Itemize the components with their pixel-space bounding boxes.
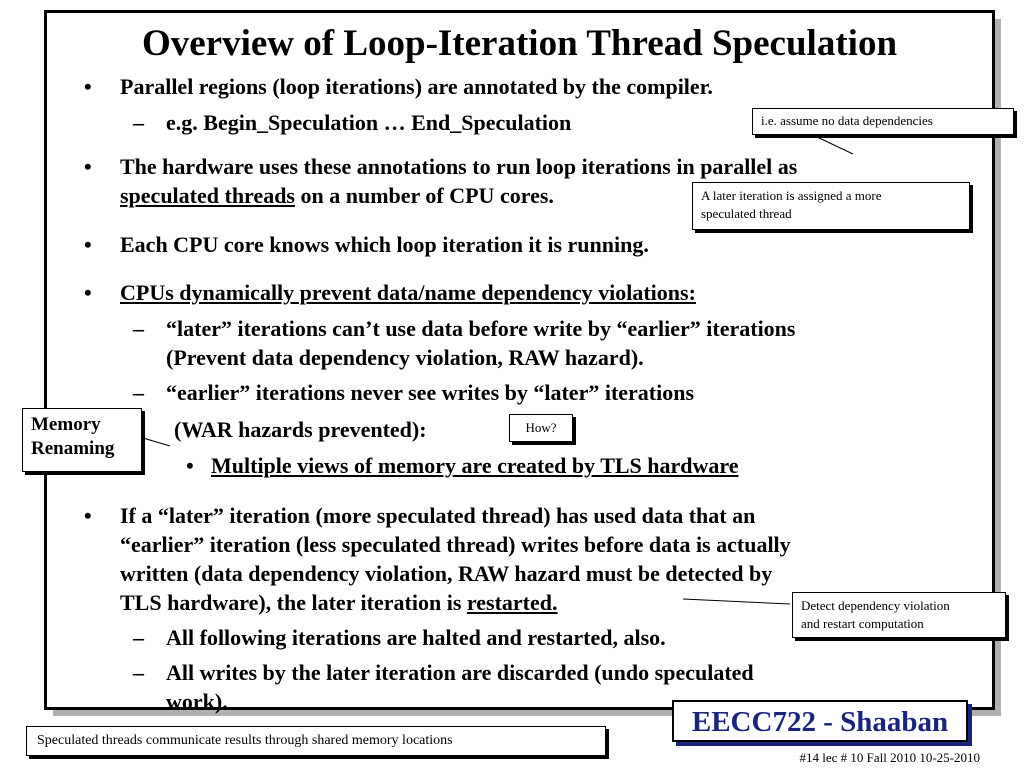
bullet-5-sub-2-line-1: All writes by the later iteration are discarded (undo speculated <box>166 660 754 685</box>
bullet-marker: • <box>84 503 92 528</box>
bullet-5-line-2: “earlier” iteration (less speculated thread) writes before data is actually <box>120 532 791 557</box>
callout-later-iteration-line-2: speculated thread <box>701 206 792 221</box>
bullet-5-line-1: If a “later” iteration (more speculated thread) has used data that an <box>120 503 756 528</box>
callout-memory-renaming <box>22 408 142 472</box>
bullet-1: Parallel regions (loop iterations) are annotated by the compiler. <box>120 74 713 99</box>
dash-marker: – <box>133 316 144 341</box>
callout-detect-line-2: and restart computation <box>801 616 924 631</box>
restarted-text: restarted. <box>466 590 558 615</box>
bullet-marker: • <box>84 74 92 99</box>
dash-marker: – <box>133 110 144 135</box>
bullet-2-line-1: The hardware uses these annotations to run loop iterations in parallel as <box>120 154 798 179</box>
bullet-1-sub: e.g. Begin_Speculation … End_Speculation <box>166 110 572 135</box>
bullet-marker: • <box>84 232 92 257</box>
callout-memory-renaming-line-2: Renaming <box>31 438 115 459</box>
bullet-4: CPUs dynamically prevent data/name dependency violations: <box>120 280 696 305</box>
callout-no-dependencies: i.e. assume no data dependencies <box>752 108 1014 135</box>
bullet-4-sub-2-line-1: “earlier” iterations never see writes by “later” iterations <box>166 380 695 405</box>
bullet-4-sub-2-line-2: (WAR hazards prevented): <box>174 417 427 442</box>
dash-marker: – <box>133 380 144 405</box>
bullet-2-line-2-rest: on a number of CPU cores. <box>295 183 554 208</box>
callout-detect-violation <box>792 592 1006 638</box>
bullet-5-line-4 <box>120 588 558 617</box>
callout-memory-renaming-line-1: Memory <box>31 414 101 435</box>
bullet-5-line-4-text: TLS hardware), the later iteration is <box>120 590 467 615</box>
speculated-threads-text: speculated threads <box>120 183 295 208</box>
callout-detect-line-1: Detect dependency violation <box>801 598 950 613</box>
bullet-4-subsub: Multiple views of memory are created by TLS hardware <box>211 453 739 478</box>
callout-shared-memory: Speculated threads communicate results through shared memory locations <box>26 726 606 756</box>
callout-later-iteration <box>692 182 970 230</box>
bullet-3: Each CPU core knows which loop iteration it is running. <box>120 232 649 257</box>
bullet-5-sub-2-line-2: work). <box>166 689 228 714</box>
course-brand: EECC722 - Shaaban <box>672 700 968 742</box>
bullet-4-sub-1-line-2: (Prevent data dependency violation, RAW hazard). <box>166 345 644 370</box>
bullet-5-sub-1: All following iterations are halted and restarted, also. <box>166 625 666 650</box>
bullet-5-line-3: written (data dependency violation, RAW hazard must be detected by <box>120 561 773 586</box>
slide-footer: #14 lec # 10 Fall 2010 10-25-2010 <box>799 750 980 765</box>
bullet-marker: • <box>84 280 92 305</box>
callout-later-iteration-line-1: A later iteration is assigned a more <box>701 188 882 203</box>
callout-how: How? <box>509 414 573 442</box>
dash-marker: – <box>133 625 144 650</box>
bullet-marker: • <box>186 453 194 478</box>
bullet-marker: • <box>84 154 92 179</box>
dash-marker: – <box>133 660 144 685</box>
bullet-4-sub-1-line-1: “later” iterations can’t use data before write by “earlier” iterations <box>166 316 796 341</box>
bullet-2-line-2 <box>120 181 554 210</box>
slide-title: Overview of Loop-Iteration Thread Speculation <box>141 23 898 64</box>
